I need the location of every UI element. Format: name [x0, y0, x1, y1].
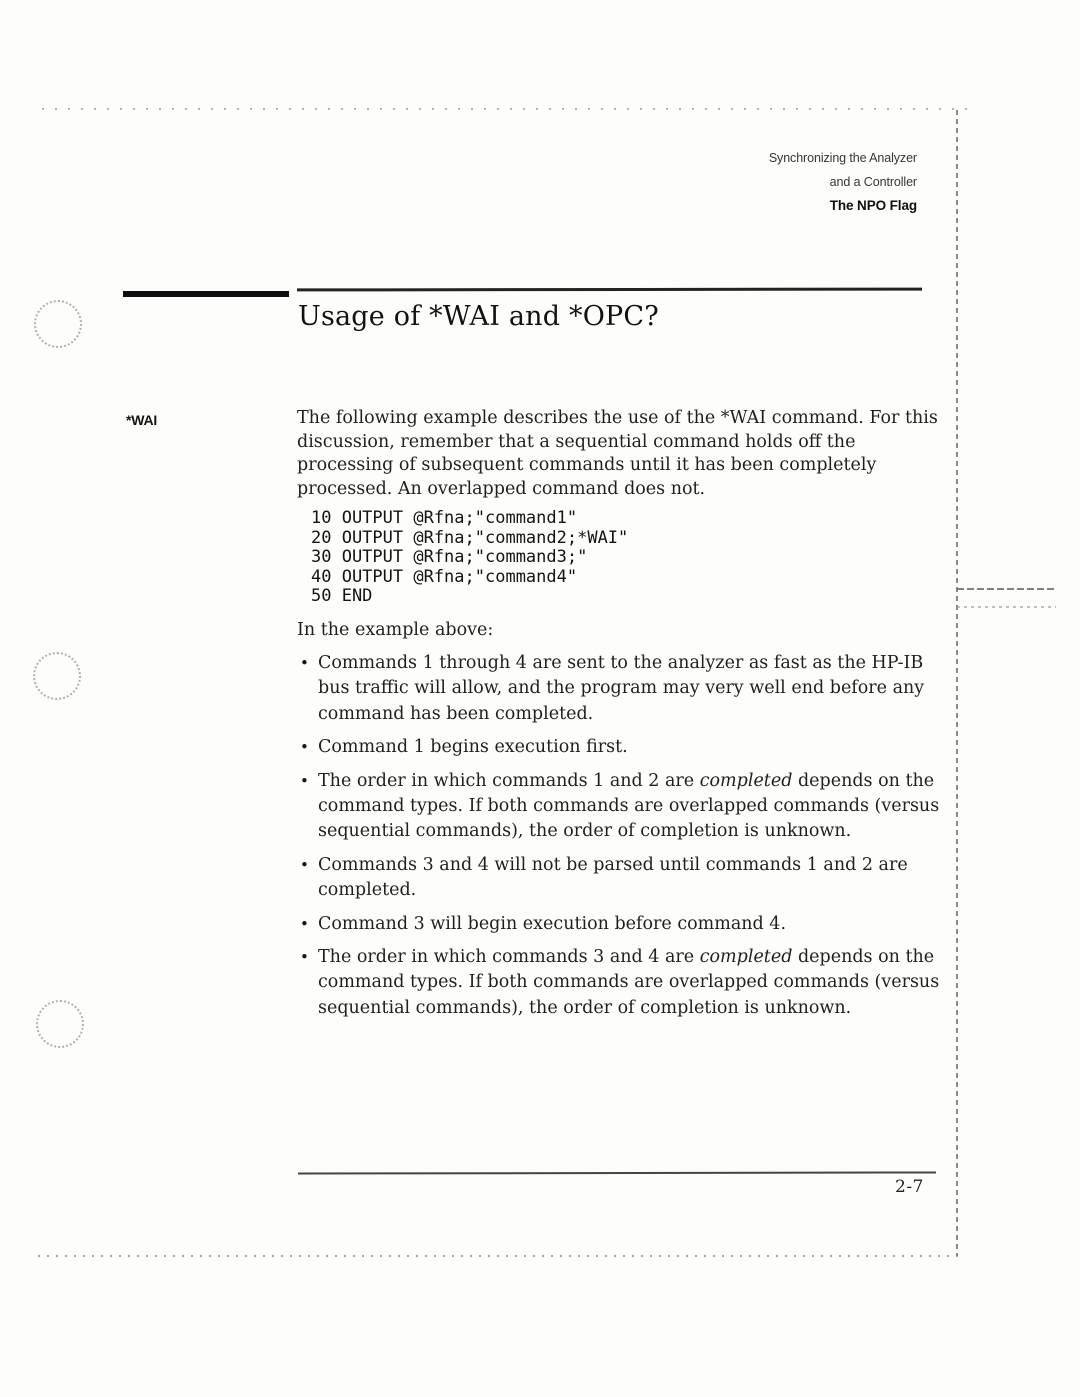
- code-listing: [311, 509, 628, 607]
- scan-dotted-line-top: [42, 108, 975, 110]
- running-header: [0, 147, 917, 218]
- bullet-text: Command 3 will begin execution before command 4.: [318, 913, 787, 934]
- bullet-item: [297, 769, 945, 845]
- bullet-item: [297, 945, 945, 1021]
- bullet-icon: •: [300, 654, 309, 672]
- code-line: 50 END: [311, 586, 373, 607]
- code-line: 20 OUTPUT @Rfna;"command2;*WAI": [311, 527, 629, 548]
- title-rule-thick: [123, 291, 289, 297]
- bullet-item: [297, 912, 945, 937]
- bullet-text: The order in which commands 1 and 2 are completed depends on the command types. If both commands are overlapped commands (versus sequential commands), the order of completion is unknown.: [318, 770, 940, 842]
- bullet-text: Commands 3 and 4 will not be parsed until commands 1 and 2 are completed.: [318, 854, 908, 901]
- bullet-text: Command 1 begins execution first.: [318, 737, 628, 758]
- margin-label-wai: *WAI: [126, 412, 158, 428]
- scan-margin-dash-2: [957, 606, 1056, 608]
- scan-edge-dashed-line: [956, 110, 958, 1256]
- code-line: 30 OUTPUT @Rfna;"command3;": [311, 547, 588, 568]
- code-line: 10 OUTPUT @Rfna;"command1": [311, 508, 578, 528]
- bullet-icon: •: [300, 855, 309, 874]
- code-line: 40 OUTPUT @Rfna;"command4": [311, 566, 578, 587]
- header-section-label: The NPO Flag: [829, 198, 917, 213]
- bullet-text: Commands 1 through 4 are sent to the analyzer as fast as the HP-IB bus traffic will allow, and the program may very well end before any command has been completed.: [318, 653, 925, 724]
- bullet-item: [297, 853, 945, 904]
- page-number: 2-7: [895, 1177, 924, 1197]
- footer-rule: [298, 1171, 936, 1174]
- hole-punch-mark: [36, 1000, 84, 1048]
- bullet-item: [297, 735, 945, 760]
- hole-punch-mark: [33, 652, 81, 700]
- header-chapter-line-1: Synchronizing the Analyzer: [768, 151, 917, 165]
- hole-punch-mark: [34, 300, 82, 348]
- intro-paragraph: The following example describes the use of the *WAI command. For this discussion, remember that a sequential command holds off the processing of subsequent commands until it has been completely processed. An overlapped command does not.: [297, 408, 938, 499]
- bullet-text: The order in which commands 3 and 4 are completed depends on the command types. If both commands are overlapped commands (versus sequential commands), the order of completion is unknown.: [318, 947, 940, 1018]
- title-rule-thin: [297, 288, 922, 292]
- list-intro: In the example above:: [297, 620, 494, 640]
- page-title: Usage of *WAI and *OPC?: [298, 301, 659, 332]
- bullet-icon: •: [300, 771, 309, 790]
- bullet-item: [297, 651, 945, 727]
- bullet-list: [297, 651, 945, 1029]
- scan-margin-dash-1: [957, 588, 1056, 590]
- bullet-icon: •: [300, 738, 309, 757]
- header-chapter-line-2: and a Controller: [829, 174, 917, 189]
- scan-dotted-line-bottom: [38, 1255, 963, 1257]
- bullet-icon: •: [300, 914, 309, 933]
- bullet-icon: •: [300, 948, 309, 967]
